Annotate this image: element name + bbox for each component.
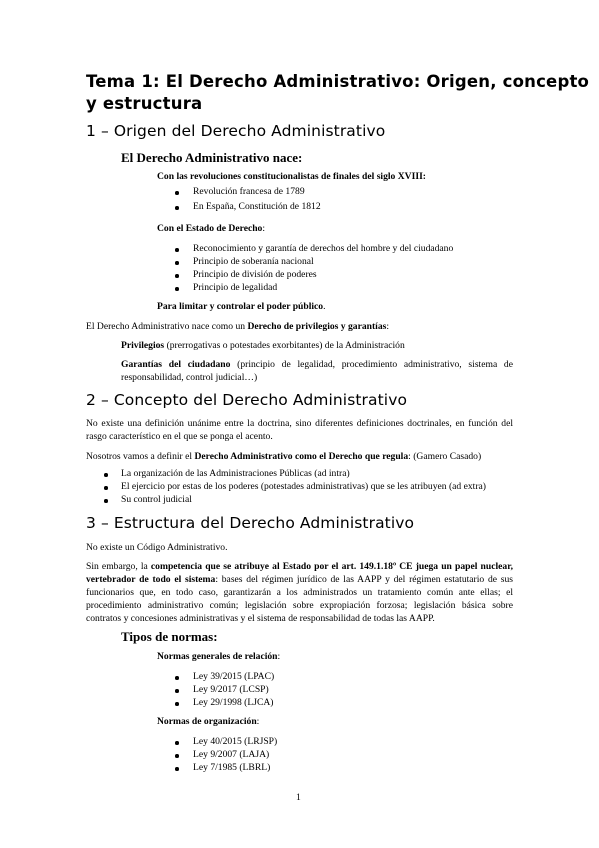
privilegios-bold: Privilegios xyxy=(121,340,165,351)
bullet xyxy=(175,702,179,706)
document-title-line1: Tema 1: El Derecho Administrativo: Origen, concepto xyxy=(86,72,590,91)
revoluciones-label: Con las revoluciones constitucionalistas de finales del siglo XVIII: xyxy=(157,171,426,182)
list-item: Reconocimiento y garantía de derechos del hombre y del ciudadano xyxy=(193,243,454,254)
nace-colon: : xyxy=(386,321,390,332)
estado-derecho-bold: Con el Estado de Derecho xyxy=(157,223,263,234)
normas-relacion-colon: : xyxy=(277,651,281,662)
list-item: Su control judicial xyxy=(121,494,192,505)
page-number: 1 xyxy=(296,792,301,803)
competencia-line5: contratos y concesiones administrativas y el sistema de responsabilidad de todas las AAPP. xyxy=(86,613,435,624)
list-item: La organización de las Administraciones Públicas (ad intra) xyxy=(121,468,350,479)
competencia-line2 xyxy=(86,573,513,586)
normas-relacion-label xyxy=(157,650,280,663)
list-item: Ley 9/2017 (LCSP) xyxy=(193,684,269,695)
garantias-text: (principio de legalidad, procedimiento administrativo, sistema de xyxy=(230,359,513,370)
section-1-subheading: El Derecho Administrativo nace: xyxy=(121,150,303,165)
estado-derecho-colon: : xyxy=(262,223,266,234)
list-item: Principio de soberanía nacional xyxy=(193,256,314,267)
codigo-paragraph: No existe un Código Administrativo. xyxy=(86,542,228,553)
garantias-line1 xyxy=(121,358,513,371)
list-item: Ley 29/1998 (LJCA) xyxy=(193,697,274,708)
bullet xyxy=(175,676,179,680)
competencia-line1 xyxy=(86,560,513,573)
estado-derecho-label xyxy=(157,222,265,235)
bullet xyxy=(175,206,179,210)
section-2-heading: 2 – Concepto del Derecho Administrativo xyxy=(86,391,408,409)
bullet xyxy=(104,499,108,503)
bullet xyxy=(175,261,179,265)
bullet xyxy=(175,274,179,278)
garantias-bold: Garantías del ciudadano xyxy=(121,359,231,370)
definir-paragraph xyxy=(86,450,481,463)
nace-paragraph xyxy=(86,320,389,333)
definir-rest: : (Gamero Casado) xyxy=(408,451,482,462)
list-item: Ley 40/2015 (LRJSP) xyxy=(193,736,278,747)
limitar-bold: Para limitar y controlar el poder público xyxy=(157,301,324,312)
section-3-heading: 3 – Estructura del Derecho Administrativo xyxy=(86,514,415,532)
nace-text: El Derecho Administrativo nace como un xyxy=(86,321,248,332)
list-item: Revolución francesa de 1789 xyxy=(193,186,305,197)
normas-organizacion-bold: Normas de organización xyxy=(157,716,257,727)
document-title-line2: y estructura xyxy=(86,94,203,113)
competencia-line3: funcionarios que, en todo caso, garantizarán a los administrados un tratamiento común ante ellas; el xyxy=(86,587,513,598)
tipos-normas-heading: Tipos de normas: xyxy=(121,629,218,644)
list-item: El ejercicio por estas de los poderes (potestades administrativas) que se les atribuyen (ad extra) xyxy=(121,481,486,492)
normas-organizacion-colon: : xyxy=(256,716,260,727)
garantias-line2: responsabilidad, control judicial…) xyxy=(121,372,258,383)
bullet xyxy=(175,191,179,195)
nace-bold: Derecho de privilegios y garantías xyxy=(247,321,387,332)
bullet xyxy=(175,248,179,252)
normas-organizacion-label xyxy=(157,715,259,728)
bullet xyxy=(175,741,179,745)
list-item: Ley 7/1985 (LBRL) xyxy=(193,762,271,773)
definir-bold: Derecho Administrativo como el Derecho que regula xyxy=(194,451,409,462)
list-item: Ley 39/2015 (LPAC) xyxy=(193,671,275,682)
vertebrador-bold: vertebrador de todo el sistema xyxy=(86,574,216,585)
normas-relacion-bold: Normas generales de relación xyxy=(157,651,278,662)
bullet xyxy=(104,486,108,490)
vertebrador-text: : bases del régimen jurídico de las AAPP y del régimen estatutario de sus xyxy=(215,574,514,585)
privilegios-text: (prerrogativas o potestades exorbitantes) de la Administración xyxy=(164,340,405,351)
list-item: En España, Constitución de 1812 xyxy=(193,201,321,212)
bullet xyxy=(175,754,179,758)
concepto-line2: rasgo característico en el que se ponga el acento. xyxy=(86,431,273,442)
bullet xyxy=(175,767,179,771)
competencia-bold: competencia que se atribuye al Estado por el art. 149.1.18º CE juega un papel nuclear, xyxy=(150,561,513,572)
bullet xyxy=(175,287,179,291)
limitar-period: . xyxy=(323,301,326,312)
definir-text: Nosotros vamos a definir el xyxy=(86,451,195,462)
privilegios-paragraph xyxy=(121,339,405,352)
list-item: Ley 9/2007 (LAJA) xyxy=(193,749,270,760)
section-1-heading: 1 – Origen del Derecho Administrativo xyxy=(86,122,386,140)
competencia-text: Sin embargo, la xyxy=(86,561,151,572)
list-item: Principio de legalidad xyxy=(193,282,278,293)
bullet xyxy=(175,689,179,693)
bullet xyxy=(104,473,108,477)
limitar-text xyxy=(157,300,326,313)
competencia-line4: procedimiento administrativo común; legislación sobre expropiación forzosa; legislación básica sobre xyxy=(86,600,513,611)
list-item: Principio de división de poderes xyxy=(193,269,317,280)
concepto-line1: No existe una definición unánime entre la doctrina, sino diferentes definiciones doctrinales, en función del xyxy=(86,418,513,429)
